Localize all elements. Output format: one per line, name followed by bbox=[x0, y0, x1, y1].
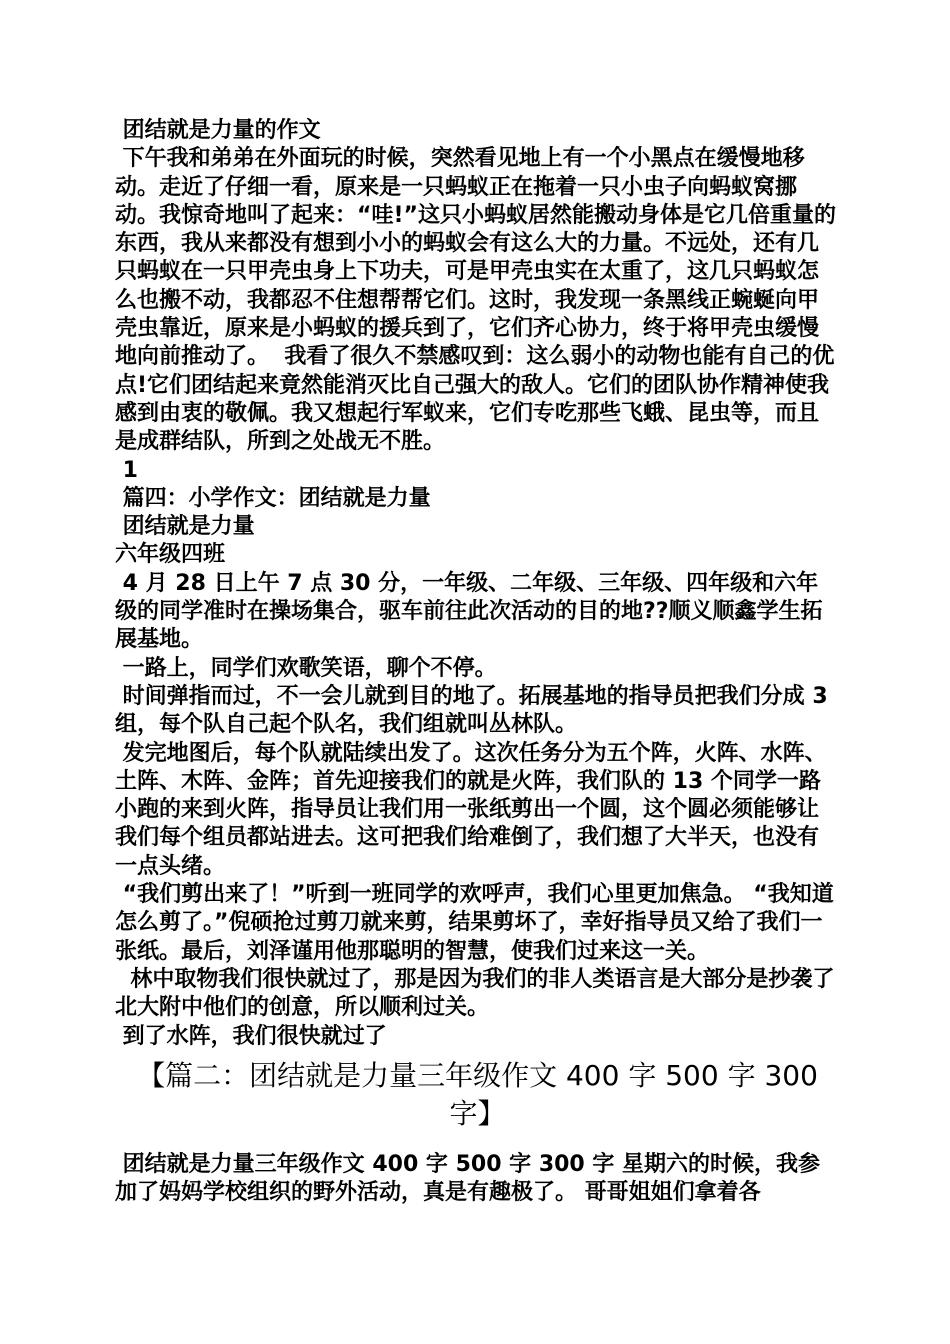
essay-title: 团结就是力量的作文 bbox=[115, 118, 321, 143]
section-heading-large: 【篇二：团结就是力量三年级作文 400 字 500 字 300 字】 bbox=[137, 1058, 818, 1130]
essay-paragraph: “我们剪出来了！”听到一班同学的欢呼声，我们心里更加焦急。 “我知道怎么剪了。”倪硕抢过剪刀就来剪，结果剪坏了，幸好指导员又给了我们一张纸。最后，刘泽谨用他那聪明的智慧，使我们过来这一关。 bbox=[115, 882, 834, 964]
essay-paragraph: 4 月 28 日上午 7 点 30 分，一年级、二年级、三年级、四年级和六年级的同学准时在操场集合，驱车前往此次活动的目的地??顺义顺鑫学生拓展基地。 bbox=[115, 570, 823, 653]
essay-paragraph: 下午我和弟弟在外面玩的时候，突然看见地上有一个小黑点在缓慢地移动。走近了仔细一看，原来是一只蚂蚁正在拖着一只小虫子向蚂蚁窝挪动。我惊奇地叫了起来：“哇!”这只小蚂蚁居然能搬动身体是它几倍重量的东西，我从来都没有想到小小的蚂蚁会有这么大的力量。不远处，还有几只蚂蚁在一只甲壳虫身上下功夫，可是甲壳虫实在太重了，这几只蚂蚁怎么也搬不动，我都忍不住想帮帮它们。这时，我发现一条黑线正蜿蜒向甲壳虫靠近，原来是小蚂蚁的援兵到了，它们齐心协力，终于将甲壳虫缓慢地向前推动了。 我看了很久不禁感叹到：这么弱小的动物也能有自己的优点!它们团结起来竟然能消灭比自己强大的敌人。它们的团队协作精神使我感到由衷的敬佩。我又想起行军蚁来，它们专吃那些飞蛾、昆虫等，而且是成群结队，所到之处战无不胜。 bbox=[115, 146, 836, 455]
essay-paragraph: 团结就是力量三年级作文 400 字 500 字 300 字 星期六的时候，我参加了妈妈学校组织的野外活动，真是有趣极了。 哥哥姐姐们拿着各 bbox=[115, 1151, 821, 1206]
section-heading: 篇四：小学作文：团结就是力量 bbox=[115, 485, 431, 511]
essay-paragraph: 林中取物我们很快就过了，那是因为我们的非人类语言是大部分是抄袭了北大附中他们的创意，所以顺利过关。 bbox=[115, 966, 835, 1021]
document-body bbox=[115, 117, 840, 1207]
page-number: 1 bbox=[115, 457, 138, 483]
essay-paragraph: 发完地图后，每个队就陆续出发了。这次任务分为五个阵，火阵、水阵、土阵、木阵、金阵；首先迎接我们的就是火阵，我们队的 13 个同学一路小跑的来到火阵，指导员让我们用一张纸剪出一个圆，这个圆必须能够让我们每个组员都站进去。这可把我们给难倒了，我们想了大半天，也没有一点头绪。 bbox=[115, 740, 827, 879]
essay-paragraph: 时间弹指而过，不一会儿就到目的地了。拓展基地的指导员把我们分成 3 组，每个队自己起个队名，我们组就叫丛林队。 bbox=[115, 683, 836, 738]
section-subtitle: 团结就是力量 bbox=[115, 514, 255, 540]
class-name: 六年级四班 bbox=[115, 542, 226, 568]
essay-paragraph: 到了水阵，我们很快就过了 bbox=[115, 1023, 387, 1049]
essay-paragraph: 一路上，同学们欢歌笑语，聊个不停。 bbox=[115, 655, 497, 681]
